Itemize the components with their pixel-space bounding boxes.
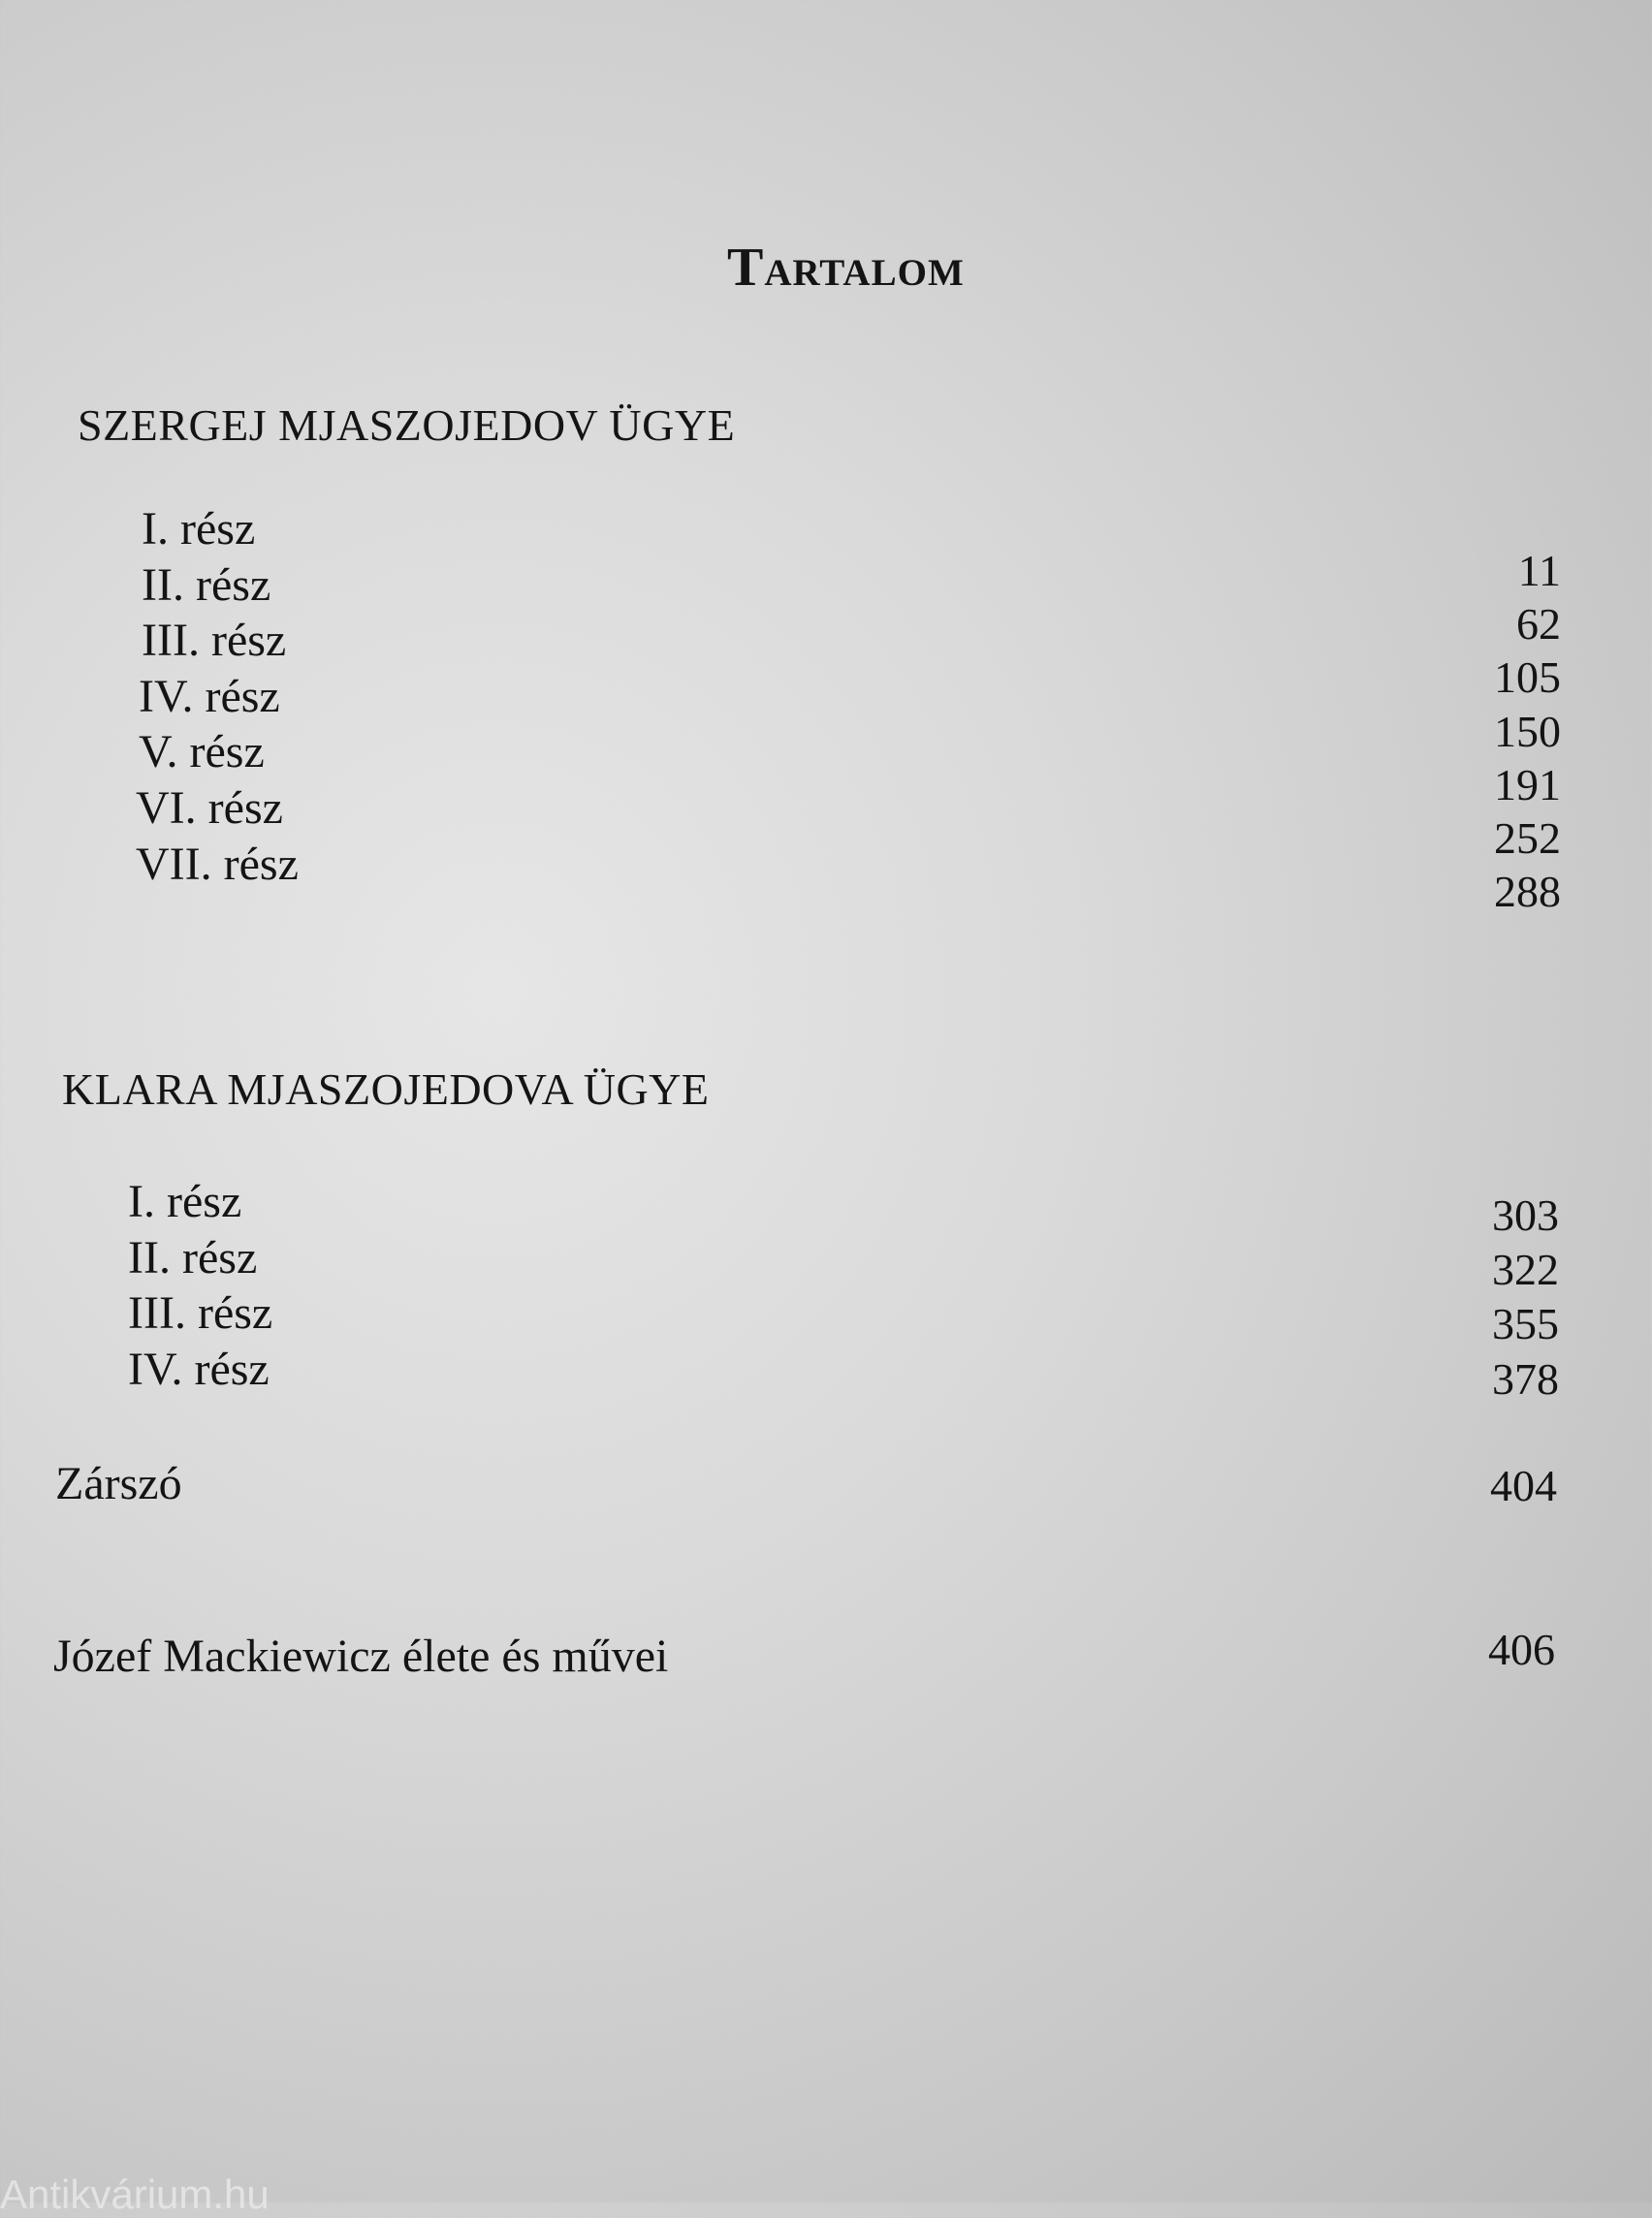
toc-entry-label: V. rész [139,726,265,777]
toc-page-number: 288 [1494,867,1561,916]
biography-page-number: 406 [1488,1625,1555,1674]
toc-page-number: 252 [1494,813,1561,863]
closing-page-number: 404 [1490,1461,1557,1510]
toc-entry-label: II. rész [142,559,271,611]
toc-page-number: 191 [1494,760,1561,809]
toc-page-number: 105 [1494,652,1561,702]
toc-page-number: 322 [1492,1245,1559,1294]
page-title: Tartalom [727,238,965,298]
watermark: Antikvárium.hu [0,2171,270,2217]
toc-entry-label: I. rész [128,1176,242,1227]
toc-entry-label: IV. rész [139,671,280,722]
toc-entry-label: VI. rész [136,782,283,834]
toc-entry-label: IV. rész [128,1344,270,1395]
toc-page-number: 355 [1492,1299,1559,1348]
toc-page-number: 378 [1492,1354,1559,1404]
toc-page-number: 11 [1517,546,1561,595]
biography-label: Józef Mackiewicz élete és művei [53,1631,669,1682]
section-heading-1: SZERGEJ MJASZOJEDOV ÜGYE [78,400,736,450]
toc-page-number: 303 [1492,1190,1559,1240]
toc-entry-label: III. rész [128,1287,273,1339]
toc-page-number: 62 [1516,599,1561,649]
toc-entry-label: II. rész [128,1232,258,1283]
toc-page-number: 150 [1494,707,1561,756]
toc-entry-label: I. rész [142,503,256,554]
toc-entry-label: VII. rész [136,839,299,890]
closing-label: Zárszó [55,1458,182,1509]
section-heading-2: KLARA MJASZOJEDOVA ÜGYE [62,1064,710,1114]
toc-entry-label: III. rész [142,615,287,666]
